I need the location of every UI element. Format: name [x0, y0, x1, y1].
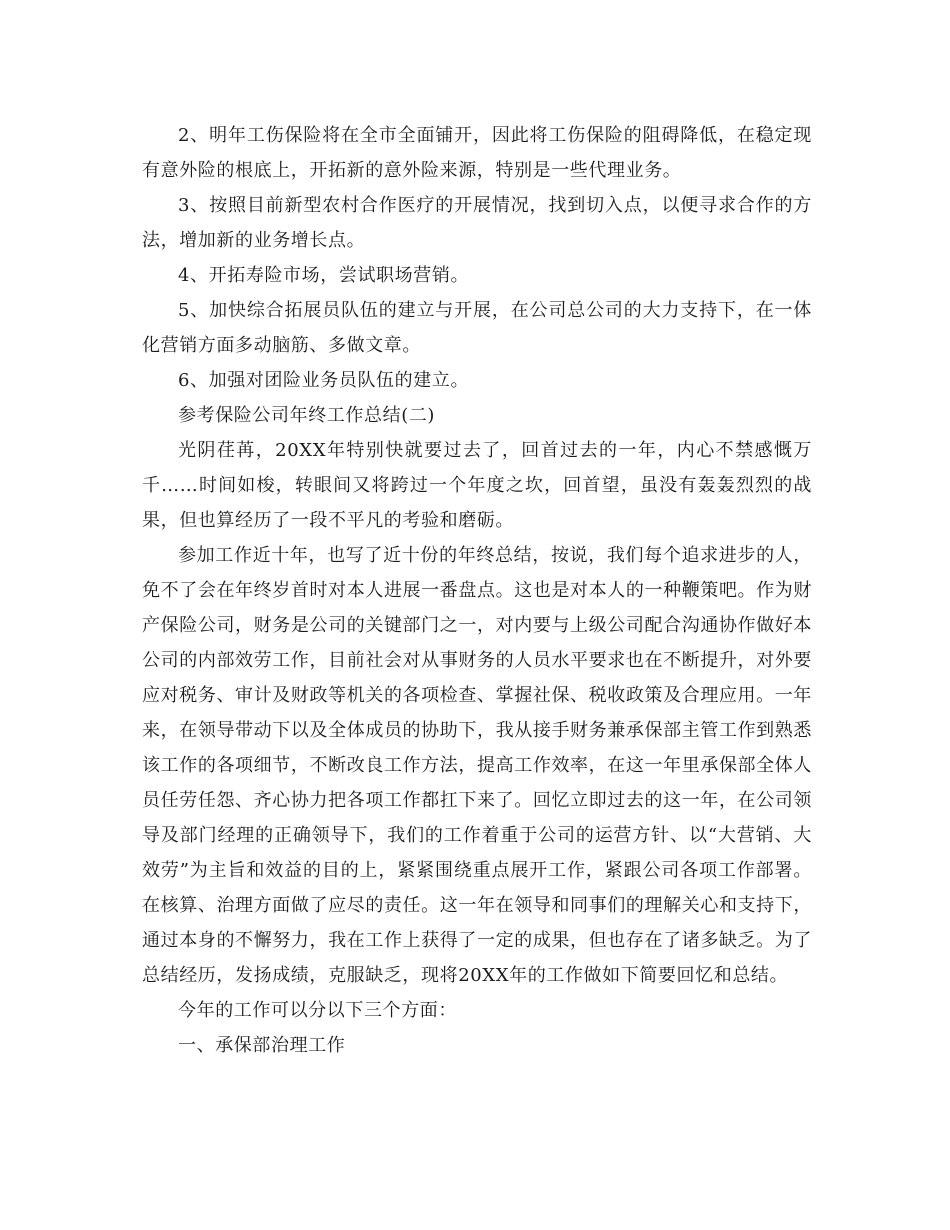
paragraph-item-4: 4、开拓寿险市场，尝试职场营销。: [178, 265, 470, 286]
summary-paragraph: 参加工作近十年，也写了近十份的年终总结，按说，我们每个追求进步的人，免不了会在年终岁首时对本人进展一番盘点。这也是对本人的一种鞭策吧。作为财产保险公司，财务是公司的关键部门之一，对内要与上级公司配合沟通协作做好本公司的内部效劳工作，目前社会对从事财务的人员水平要求也在不断提升，对外要应对税务、审计及财政等机关的各项检查、掌握社保、税收政策及合理应用。一年来，在领导带动下以及全体成员的协助下，我从接手财务兼承保部主管工作到熟悉该工作的各项细节，不断改良工作方法，提高工作效率，在这一年里承保部全体人员任劳任怨、齐心协力把各项工作都扛下来了。回忆立即过去的这一年，在公司领导及部门经理的正确领导下，我们的工作着重于公司的运营方针、以“大营销、大效劳”为主旨和效益的目的上，紧紧围绕重点展开工作，紧跟公司各项工作部署。在核算、治理方面做了应尽的责任。这一年在领导和同事们的理解关心和支持下，通过本身的不懈努力，我在工作上获得了一定的成果，但也存在了诸多缺乏。为了总结经历，发扬成绩，克服缺乏，现将20XX年的工作做如下简要回忆和总结。: [142, 545, 812, 986]
paragraph-item-6: 6、加强对团险业务员队伍的建立。: [178, 370, 470, 391]
paragraph-item-2: 2、明年工伤保险将在全市全面铺开，因此将工伤保险的阻碍降低，在稳定现有意外险的根底上，开拓新的意外险来源，特别是一些代理业务。: [142, 125, 812, 181]
aspects-intro: 今年的工作可以分以下三个方面：: [178, 1000, 457, 1021]
document-body: [142, 118, 812, 1063]
paragraph-item-5: 5、加快综合拓展员队伍的建立与开展，在公司总公司的大力支持下，在一体化营销方面多动脑筋、多做文章。: [142, 300, 812, 356]
heading-underwriting-management: 一、承保部治理工作: [178, 1035, 346, 1056]
paragraph-item-3: 3、按照目前新型农村合作医疗的开展情况，找到切入点，以便寻求合作的方法，增加新的业务增长点。: [142, 195, 812, 251]
section-title: 参考保险公司年终工作总结(二): [178, 405, 436, 426]
intro-paragraph: 光阴荏苒，20XX年特别快就要过去了，回首过去的一年，内心不禁感慨万千……时间如梭，转眼间又将跨过一个年度之坎，回首望，虽没有轰轰烈烈的战果，但也算经历了一段不平凡的考验和磨砺。: [142, 440, 812, 531]
